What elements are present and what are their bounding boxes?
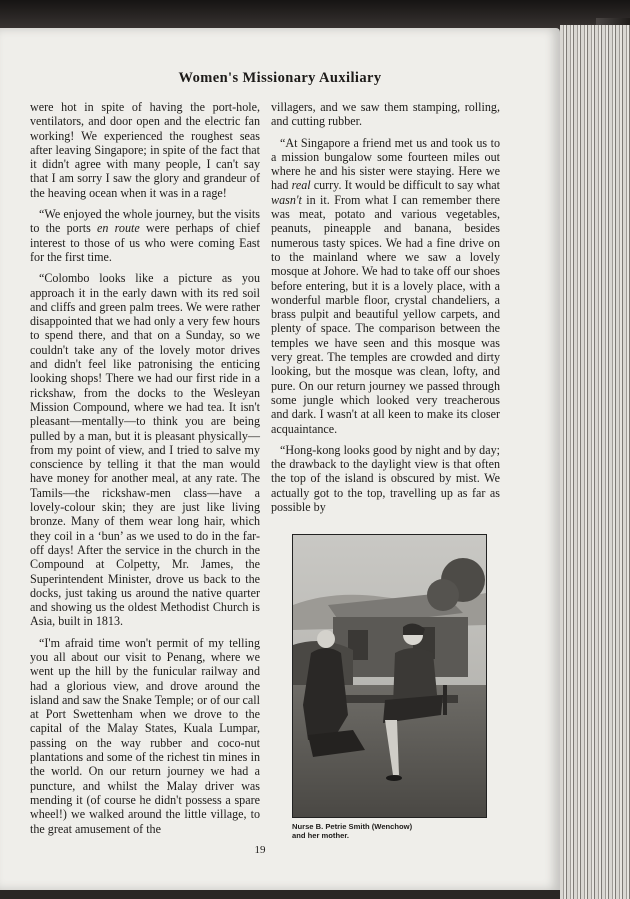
photo-illustration: [293, 535, 486, 817]
top-shadow: [0, 0, 630, 30]
paragraph: “We enjoyed the whole journey, but the visits to the ports en route were perhaps of chief interest to those of us who were coming East for the first time.: [30, 207, 260, 264]
caption-line: Nurse B. Petrie Smith (Wenchow): [292, 822, 413, 831]
paragraph: were hot in spite of having the port-hole, ventilators, and door open and the electric fan working! We experienced the roughest seas after leaving Singapore; in spite of the fact that it didn't agree with many people, I can't say that I am sorry I saw the glory and grandeur of the heaving ocean when it was in a rage!: [30, 100, 260, 200]
page-number: 19: [254, 844, 266, 856]
paragraph: “Colombo looks like a picture as you approach it in the early dawn with its red soil and cliffs and green palm trees. We were rather disappointed that we had only a very few hours to spend there, and that on a Sunday, so we couldn't take any of the lovely motor drives and didn't feel like patronising the enticing looking shops! There we had our first ride in a rickshaw, from the docks to the Wesleyan Mission Compound, where we had tea. It isn't pleasant—mentally—to think you are being pulled by a man, but it is pleasant physically—from my point of view, and I tried to salve my conscience by telling it that the man would have money for another meal, at any rate. The Tamils—the rickshaw-men class—have a lovely-colour skin; they are just like living bronze. Many of them wear long hair, which they coil in a ‘bun’ as we used to do in the far-off days! After the service in the church in the Compound at Colpetty, Mr. James, the Superintendent Minister, drove us back to the docks, just taking us around the native quarter and showing us the oldest Methodist Church is Asia, built in 1813.: [30, 271, 260, 629]
paragraph: “At Singapore a friend met us and took us to a mission bungalow some fourteen miles out where he and his sister were staying. Here we had real curry. It would be difficult to say what wasn't in it. From what I can remember there was meat, potato and various vegetables, peanuts, pineapple and banana, besides numerous tasty spices. We had a fine drive on to the mainland where we saw a lovely mosque at Johore. We had to take off our shoes before entering, but it is a lovely place, with a wonderful marble floor, crystal chandeliers, a brass pulpit and beautiful yellow carpets, and plenty of space. The comparison between the temples we have seen and this mosque was very great. The temples are crowded and dirty looking, but the mosque was clean, lofty, and pure. On our return journey we passed through some jungle which looked very treacherous and dark. I wasn't at all keen to make its closer acquaintance.: [271, 135, 500, 436]
left-column: [30, 100, 260, 836]
caption-line: and her mother.: [292, 831, 349, 840]
page-edges: [560, 25, 630, 899]
page-header: Women's Missionary Auxiliary: [178, 70, 382, 86]
paragraph: “I'm afraid time won't permit of my telling you all about our visit to Penang, where we went up the hill by the funicular railway and had a glorious view, and drove around the island and saw the Snake Temple; or of our call at Port Swettenham when we drove to the capital of the Malay States, Kuala Lumpar, passing on the way rubber and coco-nut plantations and some of the richest tin mines in the world. On our return journey we had a puncture, and whilst the Malay driver was mending it (of course he didn't possess a spare wheel!) we walked around the little village, to the great amusement of the: [30, 635, 260, 836]
right-column: [271, 100, 500, 514]
photograph: [292, 534, 487, 818]
paragraph: “Hong-kong looks good by night and by day; the drawback to the daylight view is that often the top of the island is obscured by mist. We actually got to the top, travelling up as far as possible by: [271, 442, 500, 515]
paragraph: villagers, and we saw them stamping, rolling, and cutting rubber.: [271, 100, 500, 129]
photo-caption: [292, 822, 492, 840]
